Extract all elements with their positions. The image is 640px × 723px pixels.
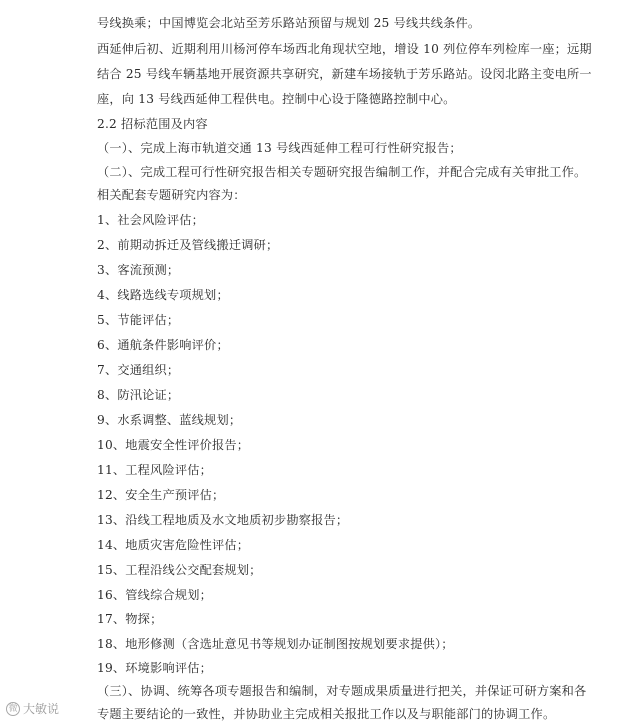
list-item: 14、地质灾害危险性评估；	[97, 538, 250, 552]
list-item: 12、安全生产预评估；	[97, 488, 225, 502]
list-item: 18、地形修测（含选址意见书等规划办证制图按规划要求提供）；	[97, 637, 454, 651]
paragraph-line: （一）、完成上海市轨道交通 13 号线西延伸工程可行性研究报告；	[97, 141, 462, 155]
list-item: 5、节能评估；	[97, 313, 180, 327]
paragraph-line: 相关配套专题研究内容为：	[97, 188, 246, 202]
list-item: 2、前期动拆迁及管线搬迁调研；	[97, 238, 279, 252]
paragraph-line: （三）、协调、统筹各项专题报告和编制，对专题成果质量进行把关，并保证可研方案和各	[97, 684, 587, 698]
watermark-text: 大敏说	[23, 702, 60, 716]
list-item: 8、防汛论证；	[97, 388, 180, 402]
list-item: 17、物探；	[97, 612, 163, 626]
list-item: 7、交通组织；	[97, 363, 180, 377]
list-item: 1、社会风险评估；	[97, 213, 205, 227]
list-item: 10、地震安全性评价报告；	[97, 438, 250, 452]
list-item: 9、水系调整、蓝线规划；	[97, 413, 242, 427]
list-item: 19、环境影响评估；	[97, 661, 213, 675]
paragraph-line: 专题主要结论的一致性，并协助业主完成相关报批工作以及与职能部门的协调工作。	[97, 707, 556, 721]
paragraph-line: 座，向 13 号线西延伸工程供电。控制中心设于隆德路控制中心。	[97, 92, 456, 106]
list-item: 6、通航条件影响评价；	[97, 338, 229, 352]
paragraph-line: 号线换乘；中国博览会北站至芳乐路站预留与规划 25 号线共线条件。	[97, 16, 481, 30]
list-item: 4、线路选线专项规划；	[97, 288, 229, 302]
paragraph-line: 西延伸后初、近期利用川杨河停车场西北角现状空地，增设 10 列位停车列检库一座；远期	[97, 42, 592, 56]
paragraph-line: 结合 25 号线车辆基地开展资源共享研究，新建车场接轨于芳乐路站。设闵北路主变电所一	[97, 67, 592, 81]
watermark	[6, 700, 59, 717]
list-item: 15、工程沿线公交配套规划；	[97, 563, 262, 577]
weibo-logo-icon: 微	[6, 702, 20, 716]
list-item: 3、客流预测；	[97, 263, 180, 277]
section-heading: 2.2 招标范围及内容	[97, 117, 208, 131]
list-item: 13、沿线工程地质及水文地质初步勘察报告；	[97, 513, 349, 527]
paragraph-line: （二）、完成工程可行性研究报告相关专题研究报告编制工作，并配合完成有关审批工作。	[97, 165, 587, 179]
list-item: 16、管线综合规划；	[97, 588, 213, 602]
list-item: 11、工程风险评估；	[97, 463, 213, 477]
